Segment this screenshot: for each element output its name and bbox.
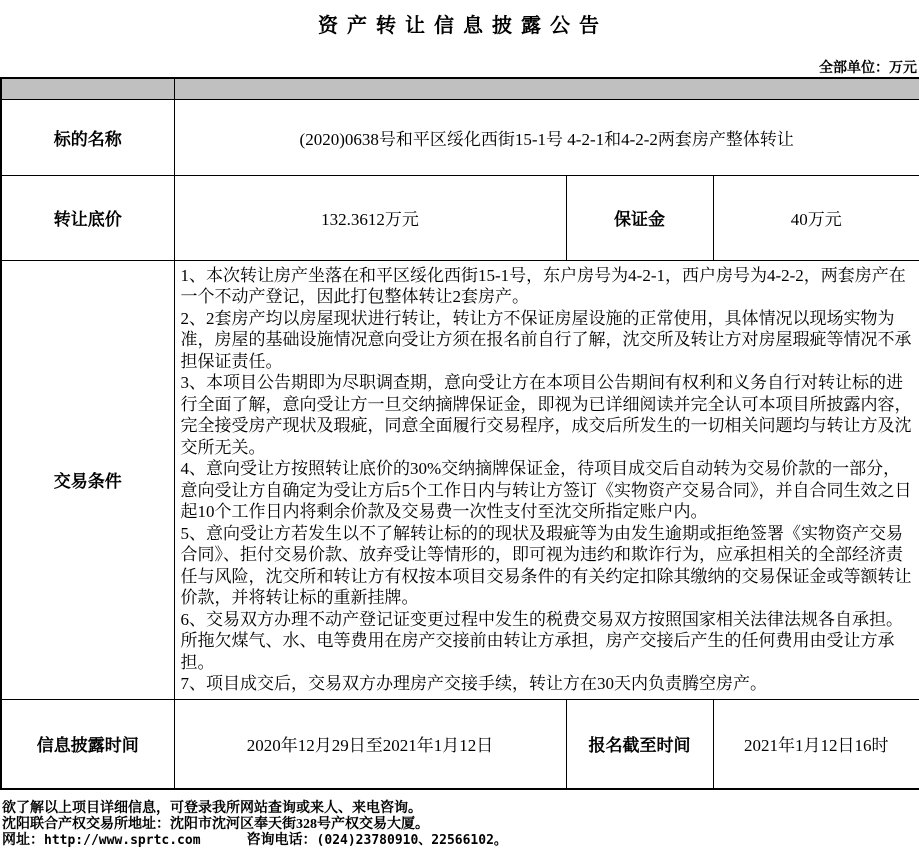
condition-item-7: 7、项目成交后，交易双方办理房产交接手续，转让方在30天内负责腾空房产。 [180, 674, 767, 693]
footer [0, 801, 919, 849]
phone-numbers: (024)23780910、22566102。 [316, 833, 507, 848]
footer-contact [2, 833, 919, 849]
conditions-label: 交易条件 [1, 260, 174, 699]
website-label: 网址： [2, 833, 44, 848]
deposit-value: 40万元 [713, 175, 919, 260]
header-cell-left [1, 78, 174, 99]
disclosure-table [0, 77, 919, 790]
condition-item-4: 4、意向受让方按照转让底价的30%交纳摘牌保证金，待项目成交后自动转为交易价款的一部分，意向受让方自确定为受让方后5个工作日内与转让方签订《实物资产交易合同》，并自合同生效之日起10个工作日内将剩余价款及交易费一次性支付至沈交所指定账户内。 [180, 459, 912, 521]
deadline-value: 2021年1月12日16时 [713, 699, 919, 789]
disclosure-time-value: 2020年12月29日至2021年1月12日 [174, 699, 566, 789]
deadline-label: 报名截至时间 [566, 699, 713, 789]
phone-label: 咨询电话： [246, 833, 317, 848]
header-row [1, 78, 919, 99]
deposit-label: 保证金 [566, 175, 713, 260]
page-title: 资 产 转 让 信 息 披 露 公 告 [318, 15, 601, 37]
target-name-row [1, 99, 919, 175]
disclosure-time-label: 信息披露时间 [1, 699, 174, 789]
unit-note: 全部单位：万元 [819, 61, 917, 76]
header-cell-right [174, 78, 919, 99]
conditions-text [174, 260, 919, 699]
footer-address: 沈阳联合产权交易所地址：沈阳市沈河区奉天街328号产权交易大厦。 [2, 817, 429, 832]
condition-item-2: 2、2套房产均以房屋现状进行转让，转让方不保证房屋设施的正常使用，具体情况以现场实物为准，房屋的基础设施情况意向受让方须在报名前自行了解，沈交所及转让方对房屋瑕疵等情况不承担保证责任。 [180, 308, 912, 371]
target-name-value: (2020)0638号和平区绥化西街15-1号 4-2-1和4-2-2两套房产整体转让 [174, 99, 919, 175]
condition-item-1: 1、本次转让房产坐落在和平区绥化西街15-1号，东户房号为4-2-1，西户房号为4-2-2，两套房产在一个不动产登记，因此打包整体转让2套房产。 [180, 265, 906, 306]
condition-item-5: 5、意向受让方若发生以不了解转让标的的现状及瑕疵等为由发生逾期或拒绝签署《实物资产交易合同》、拒付交易价款、放弃受让等情形的，即可视为违约和欺诈行为，应承担相关的全部经济责任与风险，沈交所和转让方有权按本项目交易条件的有关约定扣除其缴纳的交易保证金或等额转让价款，并将转让标的重新挂牌。 [180, 523, 912, 607]
base-price-value: 132.3612万元 [174, 175, 566, 260]
base-price-label: 转让底价 [1, 175, 174, 260]
condition-item-3: 3、本项目公告期即为尽职调查期，意向受让方在本项目公告期间有权利和义务自行对转让标的进行全面了解，意向受让方一旦交纳摘牌保证金，即视为已详细阅读并完全认可本项目所披露内容，完全接受房产现状及瑕疵，同意全面履行交易程序，成交后所发生的一切相关问题均与转让方及沈交所无关。 [180, 373, 912, 457]
target-name-label: 标的名称 [1, 99, 174, 175]
conditions-row [1, 260, 919, 699]
time-row [1, 699, 919, 789]
price-row [1, 175, 919, 260]
website-url: http://www.sprtc.com [44, 833, 201, 848]
condition-item-6: 6、交易双方办理不动产登记证变更过程中发生的税费交易双方按照国家相关法律法规各自承担。所拖欠煤气、水、电等费用在房产交接前由转让方承担，房产交接后产生的任何费用由受让方承担。 [180, 609, 903, 672]
footer-note: 欲了解以上项目详细信息，可登录我所网站查询或来人、来电咨询。 [2, 801, 422, 816]
